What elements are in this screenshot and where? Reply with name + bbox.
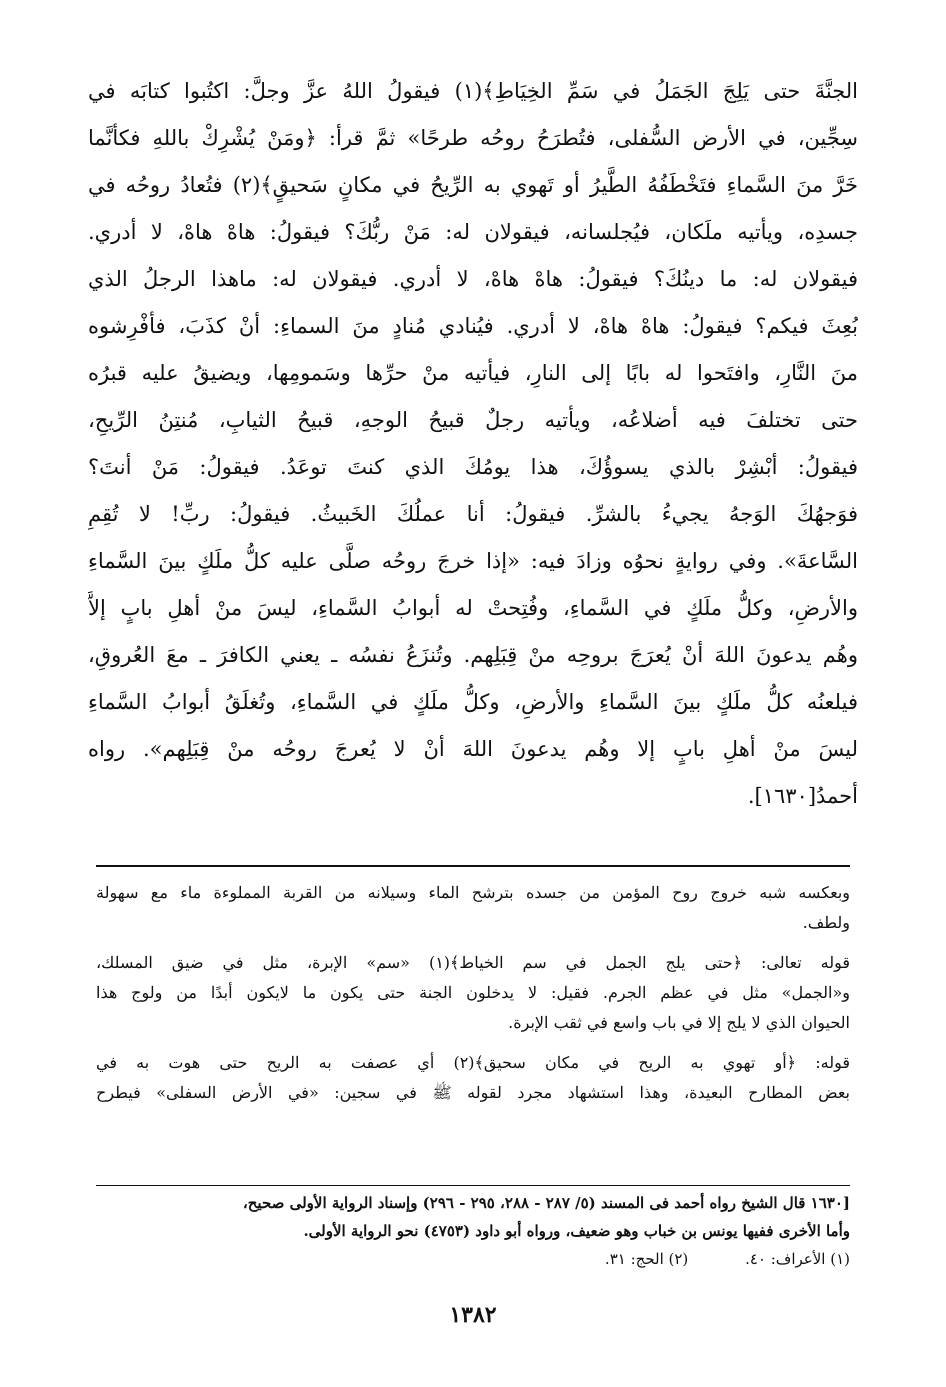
footnote-divider xyxy=(96,1185,850,1186)
main-text-line: فوَجهُكَ الوَجهُ يجيءُ بالشرِّ. فيقولُ: أنا عملُكَ الخَبيثُ. فيقولُ: ربِّ! لا تُقِمِ xyxy=(88,502,858,526)
page-number: ١٣٨٢ xyxy=(449,1302,497,1328)
commentary-paragraph xyxy=(96,1048,850,1108)
hadith-note-line: [١٦٣٠ قال الشيخ رواه أحمد فى المسند (٥/ ٢٨٧ - ٢٨٨، ٢٩٥ - ٢٩٦) وإسناد الرواية الأولى صحيح، xyxy=(242,1194,850,1212)
main-text-line: فيلعنُه كلُّ ملَكٍ بينَ السَّماءِ والأرضِ، وكلُّ ملَكٍ في السَّماءِ، وتُغلَقُ أبوابُ السَّماءِ xyxy=(88,690,858,714)
commentary-divider xyxy=(96,865,850,867)
hadith-grading-note xyxy=(96,1189,850,1245)
commentary-line: الحيوان الذي لا يلج إلا في باب واسع في ثقب الإبرة. xyxy=(508,1013,850,1032)
commentary-paragraph xyxy=(96,878,850,938)
commentary-line: قوله تعالى: ﴿حتى يلج الجمل في سم الخياط﴾(١) «سم» الإبرة، مثل في ضيق المسلك، xyxy=(96,953,850,972)
commentary-line: ولطف. xyxy=(802,913,850,932)
commentary-line: وبعكسه شبه خروج روح المؤمن من جسده بترشح الماء وسيلانه من القربة المملوءة ماء مع سهولة xyxy=(96,883,850,902)
main-text-line: خَرَّ منَ السَّماءِ فتَخْطَفُهُ الطَّيرُ أو تَهوي به الرِّيحُ في مكانٍ سَحيقٍ﴾(٢) فتُعادُ روحُه في xyxy=(88,173,858,197)
reference-item: (٢) الحج: ٣١. xyxy=(604,1250,689,1268)
hadith-note-line: وأما الأخرى ففيها يونس بن خباب وهو ضعيف، ورواه أبو داود (٤٧٥٣) نحو الرواية الأولى. xyxy=(303,1222,850,1240)
main-text-line: ليسَ منْ أهلِ بابٍ إلا وهُم يدعونَ اللهَ أنْ لا يُعرجَ روحُه منْ قِبَلِهم». رواه xyxy=(88,737,858,761)
main-text-line: سِجِّين، في الأرض السُّفلى، فتُطرَحُ روحُه طرحًا» ثمَّ قرأ: ﴿ومَنْ يُشْرِكْ باللهِ فكأنَّما xyxy=(88,126,858,150)
main-text-line: السَّاعةَ». وفي روايةٍ نحوُه وزادَ فيه: «إذا خرجَ روحُه صلَّى عليه كلُّ ملَكٍ بينَ السَّماءِ xyxy=(88,549,858,573)
main-text-line: وهُم يدعونَ اللهَ أنْ يُعرَجَ بروحِه منْ قِبَلِهم. وتُنزَعُ نفسُه ـ يعني الكافرَ ـ معَ العُروقِ، xyxy=(88,643,858,667)
quran-references xyxy=(553,1250,850,1268)
reference-item: (١) الأعراف: ٤٠. xyxy=(745,1250,850,1268)
commentary-line: قوله: ﴿أو تهوي به الريح في مكان سحيق﴾(٢) أي عصفت به الريح حتى هوت به في xyxy=(96,1053,850,1072)
main-text-line: حتى تختلفَ فيه أضلاعُه، ويأتيه رجلٌ قبيحُ الوجهِ، قبيحُ الثيابِ، مُنتِنُ الرِّيحِ، xyxy=(88,408,858,432)
main-text-line: منَ النَّارِ، وافتَحوا له بابًا إلى النارِ، فيأتيه منْ حرِّها وسَمومِها، ويضيقُ عليه قبرُه xyxy=(88,361,858,385)
main-text xyxy=(88,68,858,820)
main-text-line: الجنَّةَ حتى يَلِجَ الجَمَلُ في سَمِّ الخِيَاطِ﴾(١) فيقولُ اللهُ عزَّ وجلَّ: اكتُبوا كتابَه في xyxy=(88,79,858,103)
commentary-line: و«الجمل» مثل في عظم الجرم. فقيل: لا يدخلون الجنة حتى يكون ما لايكون أبدًا من ولوج هذا xyxy=(96,983,850,1002)
main-text-line: فيقولان له: ما دينُكَ؟ فيقولُ: هاهْ هاهْ، لا أدري. فيقولان له: ماهذا الرجلُ الذي xyxy=(88,267,858,291)
main-text-line: بُعِثَ فيكم؟ فيقولُ: هاهْ هاهْ، لا أدري. فيُنادي مُنادٍ منَ السماءِ: أنْ كذَبَ، فأفْرِشوه xyxy=(88,314,858,338)
main-text-line: والأرضِ، وكلُّ ملَكٍ في السَّماءِ، وفُتِحتْ له أبوابُ السَّماءِ، ليسَ منْ أهلِ بابٍ إلاَّ xyxy=(88,596,858,620)
main-text-line: جسدِه، ويأتيه ملَكان، فيُجلسانه، فيقولان له: مَنْ ربُّكَ؟ فيقولُ: هاهْ هاهْ، لا أدري. xyxy=(88,220,858,244)
commentary-paragraph xyxy=(96,948,850,1038)
commentary-line: بعض المطارح البعيدة، وهذا استشهاد مجرد لقوله ﷺ في سجين: «في الأرض السفلى» فيطرح xyxy=(96,1083,850,1102)
main-text-line: أحمدُ[١٦٣٠]. xyxy=(747,784,858,808)
commentary xyxy=(96,878,850,1118)
main-text-line: فيقولُ: أبْشِرْ بالذي يسوؤُكَ، هذا يومُكَ الذي كنتَ توعَدُ. فيقولُ: مَنْ أنتَ؟ xyxy=(88,455,858,479)
